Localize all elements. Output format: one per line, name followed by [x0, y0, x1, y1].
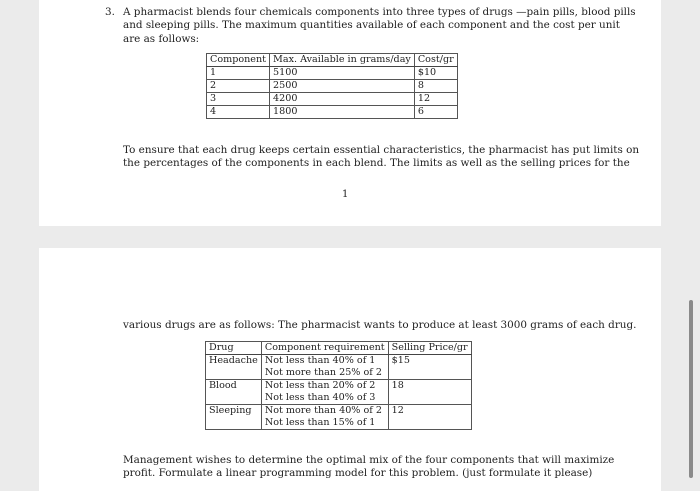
table-row — [206, 405, 472, 430]
continuation-line: various drugs are as follows: The pharmacist wants to produce at least 3000 grams of each drug. — [123, 319, 637, 331]
requirement-cell — [261, 380, 388, 405]
column-header: Cost/gr — [414, 54, 457, 67]
intro-paragraph — [123, 6, 643, 46]
table-cell: 3 — [207, 93, 270, 106]
drug-name-cell: Sleeping — [206, 405, 262, 430]
drug-name-cell: Blood — [206, 380, 262, 405]
requirement-line: Not less than 40% of 1 — [264, 355, 376, 366]
requirement-line: Not less than 15% of 1 — [264, 417, 376, 428]
table-row — [207, 106, 458, 119]
table-row — [207, 67, 458, 80]
column-header: Selling Price/gr — [388, 342, 471, 355]
requirement-line: Not less than 40% of 3 — [264, 392, 376, 403]
closing-paragraph — [123, 454, 653, 481]
page-number: 1 — [342, 189, 349, 200]
column-header: Drug — [206, 342, 262, 355]
closing-line: Management wishes to determine the optimal mix of the four components that will maximize — [123, 454, 615, 466]
table-header-row — [207, 54, 458, 67]
table-cell: 2500 — [270, 80, 415, 93]
column-header: Component requirement — [261, 342, 388, 355]
limits-paragraph — [123, 144, 643, 171]
table-cell: 2 — [207, 80, 270, 93]
price-cell: $15 — [388, 355, 471, 380]
table-cell: 5100 — [270, 67, 415, 80]
continuation-paragraph — [123, 319, 653, 332]
table-cell: 4 — [207, 106, 270, 119]
components-table — [206, 53, 458, 119]
limits-line: the percentages of the components in each blend. The limits as well as the selling prices for the — [123, 157, 630, 170]
intro-line: are as follows: — [123, 32, 200, 45]
drug-name-cell: Headache — [206, 355, 262, 380]
column-header: Component — [207, 54, 270, 67]
intro-line: and sleeping pills. The maximum quantities available of each component and the cost per unit — [123, 19, 620, 32]
table-cell: 4200 — [270, 93, 415, 106]
requirement-line: Not more than 25% of 2 — [264, 367, 382, 378]
requirement-line: Not less than 20% of 2 — [264, 380, 376, 391]
table-cell: 12 — [414, 93, 457, 106]
drugs-table — [205, 341, 472, 430]
limits-line: To ensure that each drug keeps certain essential characteristics, the pharmacist has put limits on — [123, 144, 640, 156]
column-header: Max. Available in grams/day — [270, 54, 415, 67]
document-page-1 — [39, 0, 661, 226]
requirement-cell — [261, 355, 388, 380]
table-cell: $10 — [414, 67, 457, 80]
table-row — [206, 355, 472, 380]
price-cell: 18 — [388, 380, 471, 405]
document-page-2 — [39, 248, 661, 491]
table-row — [206, 380, 472, 405]
intro-line: A pharmacist blends four chemicals components into three types of drugs —pain pills, blood pills — [123, 6, 636, 18]
problem-number: 3. — [105, 6, 115, 18]
table-row — [207, 80, 458, 93]
vertical-scrollbar[interactable] — [689, 300, 693, 478]
requirement-cell — [261, 405, 388, 430]
table-cell: 1800 — [270, 106, 415, 119]
table-header-row — [206, 342, 472, 355]
requirement-line: Not more than 40% of 2 — [264, 405, 382, 416]
table-row — [207, 93, 458, 106]
table-cell: 1 — [207, 67, 270, 80]
closing-line: profit. Formulate a linear programming model for this problem. (just formulate it please) — [123, 467, 593, 480]
table-cell: 6 — [414, 106, 457, 119]
price-cell: 12 — [388, 405, 471, 430]
table-cell: 8 — [414, 80, 457, 93]
